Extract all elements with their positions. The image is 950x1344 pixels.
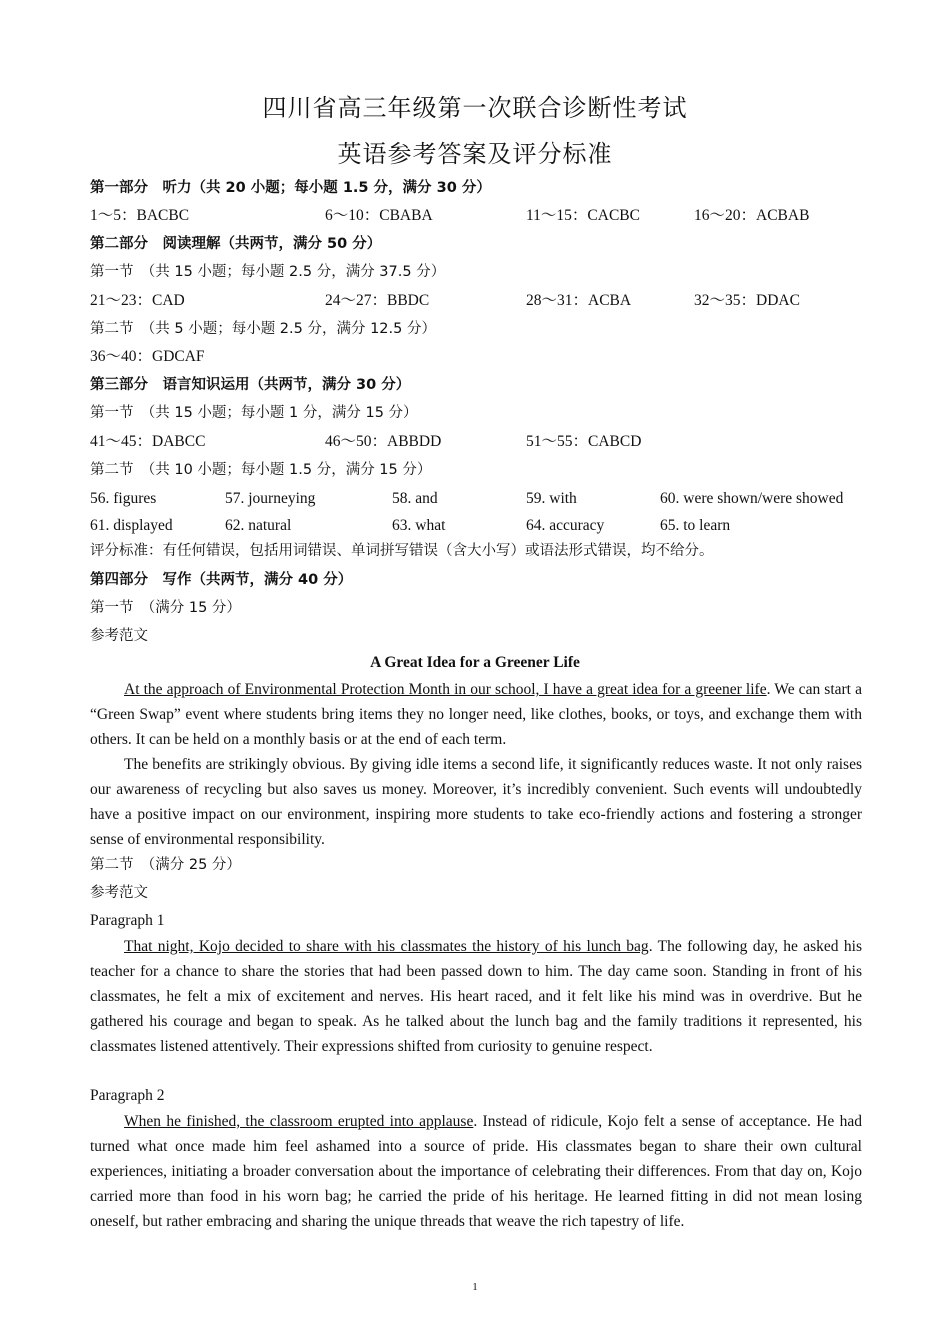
story-paragraph: That night, Kojo decided to share with his classmates the history of his lunch bag. The following day, he asked his teacher for a chance to share the stories that had been passed down to him. The day came soon. Standing in front of his classmates, he felt a mix of excitement and nerves. His heart raced, and it felt like his mind was in overdrive. But he gathered his courage and began to speak. As he talked about the lunch bag and the family traditions it represented, his classmates listened attentively. Their expressions shifted from curiosity to genuine respect. xyxy=(90,938,862,1055)
part4-section2: 第二节 （满分 25 分） xyxy=(90,857,241,873)
story-paragraph: When he finished, the classroom erupted into applause. Instead of ridicule, Kojo felt a sense of acceptance. He had turned what once made him feel ashamed into a source of pride. His classmates began to share their own cultural experiences, initiating a broader conversation about the importance of celebrating their differences. From that day on, Kojo carried more than food in his worn bag; he carried the pride of his heritage. He learned fitting in did not mean losing oneself, but rather embracing and sharing the unique threads that weave the rich tapestry of life. xyxy=(90,1113,862,1230)
answer-group: 32～35：DDAC xyxy=(694,292,800,309)
part1-header: 第一部分 听力（共 20 小题；每小题 1.5 分，满分 30 分） xyxy=(90,180,491,196)
blank-answer: 62. natural xyxy=(225,517,292,534)
part4-section1: 第一节 （满分 15 分） xyxy=(90,600,241,616)
part4-header: 第四部分 写作（共两节，满分 40 分） xyxy=(90,572,353,588)
essay-paragraph: At the approach of Environmental Protection Month in our school, I have a great idea for a greener life. We can start a “Green Swap” event where students bring items they no longer need, like clothes, books, or toys, and exchange them with others. It can be held on a monthly basis or at the end of each term. xyxy=(90,681,862,748)
answer-group: 51～55：CABCD xyxy=(526,433,642,450)
answer-group: 46～50：ABBDD xyxy=(325,433,442,450)
answer-group: 1～5：BACBC xyxy=(90,207,190,224)
blank-answer: 56. figures xyxy=(90,490,157,507)
underlined-sentence: When he finished, the classroom erupted into applause xyxy=(124,1113,474,1130)
answer-group: 28～31：ACBA xyxy=(526,292,632,309)
grading-criteria: 评分标准：有任何错误，包括用词错误、单词拼写错误（含大小写）或语法形式错误，均不给分。 xyxy=(90,543,714,559)
blank-answer: 60. were shown/were showed xyxy=(660,490,844,507)
part3-section1: 第一节 （共 15 小题；每小题 1 分，满分 15 分） xyxy=(90,405,418,421)
part3-header: 第三部分 语言知识运用（共两节，满分 30 分） xyxy=(90,377,411,393)
page-title: 四川省高三年级第一次联合诊断性考试 xyxy=(262,94,688,122)
answer-group: 41～45：DABCC xyxy=(90,433,206,450)
sample-essay-label: 参考范文 xyxy=(90,628,148,644)
answer-group: 6～10：CBABA xyxy=(325,207,433,224)
blank-answer: 65. to learn xyxy=(660,517,731,534)
part3-section2: 第二节 （共 10 小题；每小题 1.5 分，满分 15 分） xyxy=(90,462,432,478)
page-subtitle: 英语参考答案及评分标准 xyxy=(337,140,613,168)
part2-section2: 第二节 （共 5 小题；每小题 2.5 分，满分 12.5 分） xyxy=(90,321,436,337)
blank-answer: 58. and xyxy=(392,490,438,507)
sample-essay-label: 参考范文 xyxy=(90,885,148,901)
paragraph-label: Paragraph 2 xyxy=(90,1087,165,1104)
underlined-sentence: That night, Kojo decided to share with his classmates the history of his lunch bag xyxy=(124,938,649,955)
answer-group: 11～15：CACBC xyxy=(526,207,640,224)
page-number: 1 xyxy=(472,1281,478,1293)
blank-answer: 64. accuracy xyxy=(526,517,605,534)
paragraph-label: Paragraph 1 xyxy=(90,912,165,929)
answer-group: 24～27：BBDC xyxy=(325,292,430,309)
essay-title: A Great Idea for a Greener Life xyxy=(370,654,580,671)
essay-paragraph: The benefits are strikingly obvious. By giving idle items a second life, it significantly reduces waste. It not only raises our awareness of recycling but also saves us money. Moreover, it’s incredibly convenient. Such events will undoubtedly have a positive impact on our environment, inspiring more students to take eco-friendly actions and fostering a stronger sense of environmental responsibility. xyxy=(90,756,862,848)
blank-answer: 57. journeying xyxy=(225,490,316,507)
blank-answer: 61. displayed xyxy=(90,517,173,534)
part2-header: 第二部分 阅读理解（共两节，满分 50 分） xyxy=(90,236,382,252)
underlined-sentence: At the approach of Environmental Protection Month in our school, I have a great idea for a greener life xyxy=(124,681,767,698)
answer-group: 16～20：ACBAB xyxy=(694,207,810,224)
answer-group: 21～23：CAD xyxy=(90,292,185,309)
part2-section1: 第一节 （共 15 小题；每小题 2.5 分，满分 37.5 分） xyxy=(90,264,446,280)
blank-answer: 63. what xyxy=(392,517,446,534)
answer-group: 36～40：GDCAF xyxy=(90,348,205,365)
blank-answer: 59. with xyxy=(526,490,577,507)
